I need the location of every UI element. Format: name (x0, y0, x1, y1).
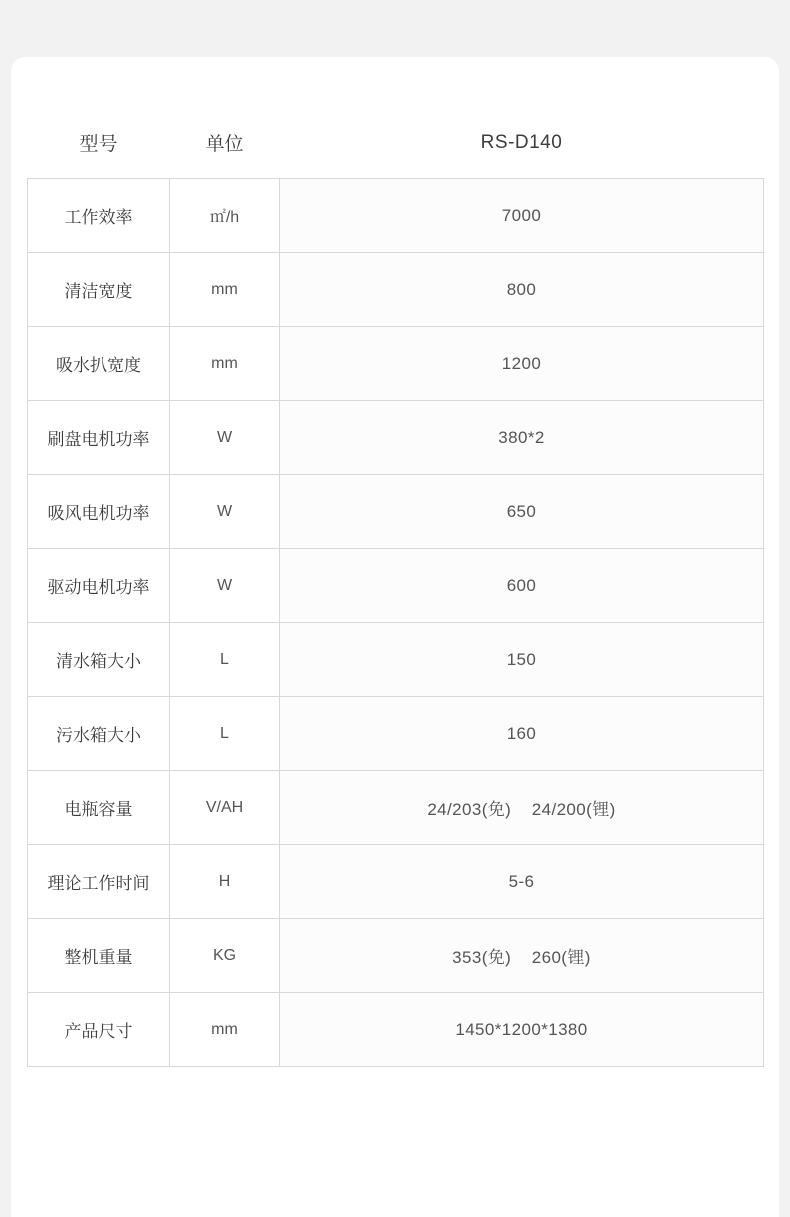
row-unit: V/AH (170, 771, 280, 845)
row-label: 清水箱大小 (28, 623, 170, 697)
row-value-text: 353(免) 260(锂) (452, 948, 591, 967)
table-body (28, 179, 764, 1067)
table-row (28, 845, 764, 919)
row-label: 产品尺寸 (28, 993, 170, 1067)
row-label: 电瓶容量 (28, 771, 170, 845)
table-header (28, 119, 764, 179)
table-row (28, 771, 764, 845)
table-row (28, 697, 764, 771)
table-header-row (28, 119, 764, 179)
row-value: 800 (280, 253, 764, 327)
row-value: 5-6 (280, 845, 764, 919)
row-unit: mm (170, 993, 280, 1067)
row-value: 1450*1200*1380 (280, 993, 764, 1067)
row-label: 驱动电机功率 (28, 549, 170, 623)
row-value: 600 (280, 549, 764, 623)
row-label: 污水箱大小 (28, 697, 170, 771)
row-unit: ㎡/h (170, 179, 280, 253)
specification-table (27, 119, 764, 1067)
row-label: 刷盘电机功率 (28, 401, 170, 475)
row-label: 工作效率 (28, 179, 170, 253)
spec-table-container (27, 119, 763, 1067)
table-row (28, 401, 764, 475)
row-value (280, 919, 764, 993)
row-unit: mm (170, 327, 280, 401)
row-value: 150 (280, 623, 764, 697)
row-unit: L (170, 623, 280, 697)
row-label: 理论工作时间 (28, 845, 170, 919)
row-unit: W (170, 549, 280, 623)
row-label: 清洁宽度 (28, 253, 170, 327)
row-value-text: 24/203(免) 24/200(锂) (427, 800, 616, 819)
row-label: 吸风电机功率 (28, 475, 170, 549)
row-unit: W (170, 401, 280, 475)
row-value (280, 771, 764, 845)
row-value: 380*2 (280, 401, 764, 475)
table-row (28, 475, 764, 549)
row-unit: H (170, 845, 280, 919)
header-unit: 单位 (205, 134, 244, 155)
table-row (28, 623, 764, 697)
table-row (28, 327, 764, 401)
row-unit: W (170, 475, 280, 549)
row-value: 7000 (280, 179, 764, 253)
row-unit: KG (170, 919, 280, 993)
row-value: 1200 (280, 327, 764, 401)
row-label: 吸水扒宽度 (28, 327, 170, 401)
table-row (28, 919, 764, 993)
row-unit: mm (170, 253, 280, 327)
header-param: 型号 (79, 134, 118, 155)
row-label: 整机重量 (28, 919, 170, 993)
table-row (28, 253, 764, 327)
row-unit: L (170, 697, 280, 771)
header-model: RS-D140 (480, 131, 563, 153)
row-value: 160 (280, 697, 764, 771)
table-row (28, 993, 764, 1067)
table-row (28, 179, 764, 253)
row-value: 650 (280, 475, 764, 549)
table-row (28, 549, 764, 623)
product-spec-card (11, 57, 779, 1217)
